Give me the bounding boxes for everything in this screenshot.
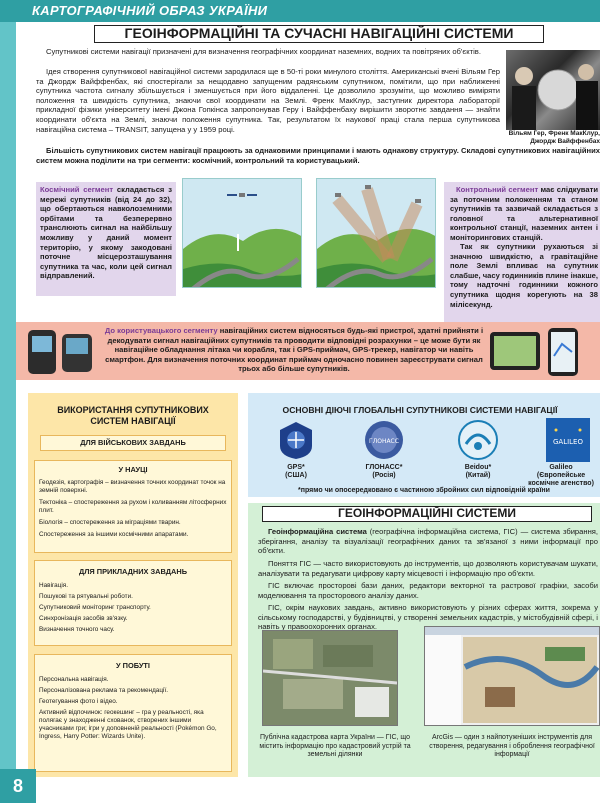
gnss-name-text: Galileo [549, 464, 573, 471]
applied-item: Визначення точного часу. [39, 626, 115, 633]
gnss-name [444, 464, 512, 480]
gnss-name [522, 464, 600, 488]
space-segment-desc: складається з мережі супутників (від 24 до 32), що обертаються навколоземними орбітами та безперервно транслюють сигнал на найбільшу можливу у даний момент територію, у якому закодовані поточне місцерозташування супутника та час, коли цей сигнал відправлений. [40, 185, 172, 281]
satellite-illustration-1 [182, 178, 302, 288]
gis-term: Геоінформаційна система [268, 527, 367, 536]
daily-item: Активний відпочинок: геокешинг – гра у реальності, яка полягає у знаходженні схованок, створених іншими учасниками гри; ігри у доповненій реальності (Pokémon Go, Ingress, Harry Potter: Wizards Unite). [39, 709, 217, 740]
science-item: Тектоніка – спостереження за рухом і коливанням літосферних плит. [39, 499, 227, 514]
arcgis-caption: ArcGis — один з найпотужніших інструментів для створення, редагування і оброблення географічної інформації [429, 734, 595, 758]
user-segment-text [102, 326, 486, 374]
control-segment-desc: має слідкувати за поточним положенням та станом супутників та зазвичай складається з головної та альтернативної контрольної станції, наземних антен і моніторингових станцій. [450, 185, 598, 242]
gnss-name [350, 464, 418, 480]
section-title: КАРТОГРАФІЧНИЙ ОБРАЗ УКРАЇНИ [32, 3, 268, 18]
applied-box [34, 560, 232, 646]
gnss-name [262, 464, 330, 480]
daily-item: Геотегування фото і відео. [39, 698, 118, 705]
galileo-logo-icon [546, 418, 590, 462]
user-segment-desc: навігаційних систем відносяться будь-які пристрої, здатні прийняти і декодувати сигнал навігаційних супутників та проводити відповідні розрахунки – це може бути як навігаційне обладнання літака чи корабля, так і GPS-приймач, GPS-трекер, навігатор чи навіть смартфон. Для визначення поточних координат приймач одночасно повинен зареєструвати сигнал трьох або більше супутників. [105, 326, 484, 374]
control-segment-text-2: Так як супутники рухаються зі значною швидкістю, а гравітаційне поле Землі впливає на супутник слабше, часу годинників плине інакше, тому надточні годинники кожного супутника щодня корегують на 38 мілісекунд. [450, 242, 598, 309]
gis-paragraph-1 [258, 527, 598, 556]
applied-item: Пошукові та рятувальні роботи. [39, 593, 133, 600]
applied-item: Навігація. [39, 582, 69, 589]
gnss-title: ОСНОВНІ ДІЮЧІ ГЛОБАЛЬНІ СУПУТНИКОВІ СИСТЕМИ НАВІГАЦІЇ [282, 405, 558, 415]
military-tag: ДЛЯ ВІЙСЬКОВИХ ЗАВДАНЬ [40, 435, 226, 451]
cadastral-map-caption: Публічна кадастрова карта України — ГІС, що містить інформацію про кадастровий устрій та земельні ділянки [259, 734, 411, 758]
applied-item: Синхронізація засобів зв'язку. [39, 615, 128, 622]
photo-caption: Вільям Гер, Френк МакКлур, Джордж Вайффенбах [508, 130, 600, 145]
intro-paragraph-2: Ідея створення супутникової навігаційної системи зародилася ще в 50-ті роки минулого століття. Американські вчені Вільям Гер та Джордж Вайффенбах, які спостерігали за нещодавно запущеним радянським супутником, помітили, що при наближенні супутника частота сигналу збільшується і зменшується при його віддаленні. Це дозволило зрозуміти, що можливо виміряти положення та швидкість супутника, знаючи свої координати на Землі. Френк МакКлур, заступник директора лабораторії прикладної фізики університету імені Джона Гопкінса запропонував Геру і Вайффенбаху вирішити зворотнє завдання — знайти координати об'єкта на Землі, знаючи положення супутника. Так, результатом їх наукової праці стала перша супутникова навігаційна система – TRANSIT, запущена у у 1959 році. [36, 67, 500, 134]
science-box [34, 460, 232, 553]
science-item: Спостереження за іншими космічними апаратами. [39, 531, 189, 538]
glonass-logo-text: ГЛОНАСС [369, 438, 399, 445]
uses-title: ВИКОРИСТАННЯ СУПУТНИКОВИХ СИСТЕМ НАВІГАЦІЇ [57, 405, 209, 426]
satellite-illustration-2 [316, 178, 436, 288]
user-segment-term: До користувацького сегменту [104, 326, 218, 335]
beidou-logo-icon [458, 420, 498, 460]
daily-item: Персоналізована реклама та рекомендації. [39, 687, 168, 694]
gnss-country-text: (Європейське космічне агенство) [528, 472, 594, 487]
daily-head: У ПОБУТІ [115, 661, 150, 670]
space-segment-term: Космічний сегмент [40, 185, 114, 194]
control-segment-text [450, 185, 598, 243]
daily-item: Персональна навігація. [39, 676, 109, 683]
intro-paragraph-3: Більшість супутникових систем навігації працюють за однаковими принципами і мають однакову структуру. Складові супутникових навігаційних систем можна поділити на три сегменти: космічний, контрольний та користувацький. [36, 146, 600, 165]
applied-item: Супутниковий моніторинг транспорту. [39, 604, 151, 611]
gnss-name-text: Beidou* [464, 464, 492, 471]
gnss-country-text: (Китай) [465, 472, 491, 479]
scientists-photo [506, 50, 600, 130]
gps-receiver-image [24, 326, 98, 376]
gnss-name-text: GPS* [287, 464, 305, 471]
gis-paragraph-4: ГІС, окрім наукових завдань, активно використовують у різних сферах життя, зокрема у сільському господарстві, у будівництві, у створенні земельних кадастрів, у містобудівній сфері, і навіть у правоохоронних органах. [258, 603, 598, 632]
intro-paragraph-1: Супутникові системи навігації призначені для визначення географічних координат наземних, водних та повітряних об'єктів. [46, 47, 481, 56]
page-title: ГЕОІНФОРМАЦІЙНІ ТА СУЧАСНІ НАВІГАЦІЙНІ СИСТЕМИ [94, 25, 544, 43]
applied-head: ДЛЯ ПРИКЛАДНИХ ЗАВДАНЬ [78, 567, 188, 576]
navigator-phone-image [488, 326, 598, 378]
arcgis-screenshot-image [424, 626, 600, 726]
daily-box [34, 654, 232, 772]
science-item: Геодезія, картографія – визначення точних координат точок на земній поверхні. [39, 479, 226, 494]
gis-p1-text: (географічна інформаційна система, ГІС) — система збирання, зберігання, аналізу та візуалізації географічних даних та зв'язаної з ними інформації про об'єкти. [258, 527, 598, 556]
gnss-footnote: *прямо чи опосередковано є частиною збройних сил відповідній країни [298, 487, 550, 494]
control-segment-term: Контрольний сегмент [456, 185, 539, 194]
gis-title: ГЕОІНФОРМАЦІЙНІ СИСТЕМИ [262, 506, 592, 522]
gps-logo-icon [276, 420, 316, 460]
gis-paragraph-3: ГІС включає просторові бази даних, редактори векторної та растрової графіки, засоби моделювання та просторового аналізу даних. [258, 581, 598, 600]
cadastral-map-image [262, 630, 398, 726]
galileo-logo-text: GALILEO [552, 438, 584, 446]
gnss-country-text: (Росія) [372, 472, 396, 479]
gis-paragraph-2: Поняття ГІС — часто використовують до інструментів, що дозволяють користувачам шукати, аналізувати та редагувати цифрову карту місцевості і інформацію про об'єкти. [258, 559, 598, 578]
space-segment-text [40, 185, 172, 281]
glonass-logo-icon [364, 420, 404, 460]
science-head: У НАУЦІ [118, 465, 148, 474]
gnss-name-text: ГЛОНАСС* [365, 464, 403, 471]
science-item: Біологія – спостереження за міграціями тварин. [39, 519, 181, 526]
page-number: 8 [0, 769, 36, 803]
gnss-country-text: (США) [285, 472, 307, 479]
